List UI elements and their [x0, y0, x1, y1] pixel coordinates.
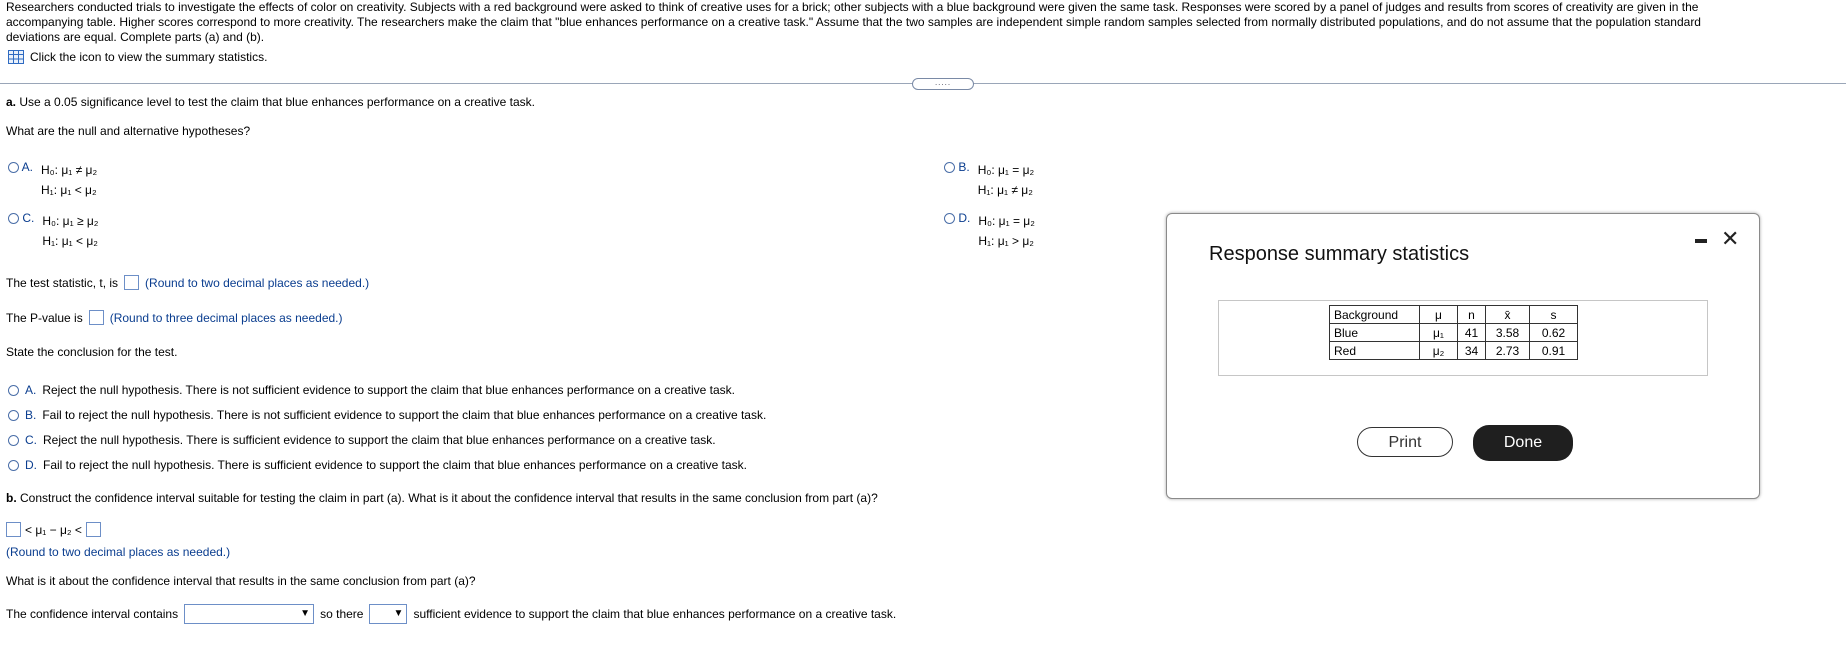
part-b-prompt	[6, 491, 878, 505]
conclusion-option-b[interactable]	[8, 408, 766, 422]
dialog-title: Response summary statistics	[1209, 243, 1470, 265]
conclusion-b-letter: B.	[25, 408, 37, 422]
hyp-option-b-h0: H₀: μ₁ = μ₂	[977, 163, 1035, 177]
table-row	[1330, 324, 1578, 342]
p-value-label: The P-value is	[6, 310, 83, 325]
table-header-row	[1330, 306, 1578, 324]
cell: Blue	[1330, 324, 1420, 342]
conclusion-a-radio[interactable]	[8, 385, 19, 396]
stats-table	[1329, 305, 1578, 360]
part-a-text: Use a 0.05 significance level to test the claim that blue enhances performance on a creative task.	[16, 95, 535, 109]
stats-table-frame	[1218, 300, 1708, 376]
test-statistic-row	[6, 275, 369, 290]
conclusion-a-text: Reject the null hypothesis. There is not sufficient evidence to support the claim that blue enhances performance on a creative task.	[42, 383, 735, 397]
table-icon[interactable]	[8, 50, 24, 64]
part-a-label: a.	[6, 95, 17, 109]
conclusion-a-letter: A.	[25, 383, 37, 397]
hypothesis-option-a[interactable]	[8, 160, 97, 200]
conclusion-c-text: Reject the null hypothesis. There is sufficient evidence to support the claim that blue enhances performance on a creative task.	[43, 433, 716, 447]
hyp-option-a-h1: H₁: μ₁ < μ₂	[41, 183, 97, 197]
hypothesis-option-d[interactable]	[944, 211, 1035, 251]
hyp-option-d-h0: H₀: μ₁ = μ₂	[978, 214, 1035, 228]
hyp-option-b-radio[interactable]	[944, 160, 970, 200]
conclusion-label: State the conclusion for the test.	[6, 345, 178, 359]
conclusion-option-a[interactable]	[8, 383, 735, 397]
cell: μ₁	[1420, 324, 1458, 342]
hyp-option-d-radio[interactable]	[944, 211, 970, 251]
hyp-option-a-radio[interactable]	[8, 160, 33, 200]
header-mu: μ	[1420, 306, 1458, 324]
cell: 41	[1458, 324, 1486, 342]
ci-upper-input[interactable]	[86, 522, 101, 537]
hypothesis-option-c[interactable]	[8, 211, 98, 251]
summary-stats-link[interactable]	[8, 50, 267, 64]
problem-line-3: deviations are equal. Complete parts (a) and (b).	[6, 30, 265, 44]
conclusion-c-letter: C.	[25, 433, 37, 447]
test-statistic-label: The test statistic, t, is	[6, 275, 119, 290]
cell: μ₂	[1420, 342, 1458, 360]
summary-stats-dialog	[1166, 213, 1760, 499]
conclusion-b-radio[interactable]	[8, 410, 19, 421]
summary-stats-link-text[interactable]: Click the icon to view the summary statistics.	[30, 50, 268, 64]
evidence-dropdown[interactable]	[369, 604, 407, 624]
ci-middle-text: < μ₁ − μ₂ <	[25, 522, 82, 537]
done-button[interactable]: Done	[1473, 425, 1573, 461]
ci-hint: (Round to two decimal places as needed.)	[6, 545, 231, 559]
print-button[interactable]: Print	[1357, 427, 1453, 457]
ci-sentence-end: sufficient evidence to support the claim that blue enhances performance on a creative task.	[413, 607, 897, 621]
test-statistic-input[interactable]	[124, 275, 139, 290]
conclusion-d-text: Fail to reject the null hypothesis. There is sufficient evidence to support the claim that blue enhances performance on a creative task.	[43, 458, 747, 472]
expand-handle[interactable]: .....	[912, 78, 974, 90]
ci-contains-dropdown[interactable]	[184, 604, 314, 624]
hyp-option-b-letter: B.	[958, 160, 970, 174]
cell: Red	[1330, 342, 1420, 360]
hypothesis-option-b[interactable]	[944, 160, 1034, 200]
hypotheses-question: What are the null and alternative hypotheses?	[6, 124, 251, 138]
dropdown-arrow-icon[interactable]: ▼	[393, 608, 404, 619]
p-value-row	[6, 310, 343, 325]
hyp-option-c-h0: H₀: μ₁ ≥ μ₂	[42, 214, 99, 228]
hyp-option-a-h0: H₀: μ₁ ≠ μ₂	[41, 163, 98, 177]
minimize-icon[interactable]	[1695, 239, 1707, 243]
problem-line-2: accompanying table. Higher scores correspond to more creativity. The researchers make the claim that "blue enhances performance on a creative task." Assume that the two samples are independent simple random samples selected from normally distributed populations, and do not assume that the population standard	[6, 15, 1701, 29]
header-s: s	[1530, 306, 1578, 324]
hyp-option-d-h1: H₁: μ₁ > μ₂	[978, 234, 1034, 248]
hyp-option-c-letter: C.	[22, 211, 35, 225]
hyp-option-c-h1: H₁: μ₁ < μ₂	[42, 234, 98, 248]
header-xbar: x̄	[1486, 306, 1530, 324]
problem-statement	[6, 0, 1846, 45]
conclusion-d-letter: D.	[25, 458, 37, 472]
cell: 2.73	[1486, 342, 1530, 360]
hyp-option-b-h1: H₁: μ₁ ≠ μ₂	[977, 183, 1033, 197]
hyp-option-d-letter: D.	[958, 211, 971, 225]
part-b-text: Construct the confidence interval suitable for testing the claim in part (a). What is it about the confidence interval that results in the same conclusion from part (a)?	[16, 491, 878, 505]
cell: 0.62	[1530, 324, 1578, 342]
p-value-input[interactable]	[89, 310, 104, 325]
confidence-interval-row	[6, 522, 101, 537]
cell: 0.91	[1530, 342, 1578, 360]
close-icon[interactable]: ✕	[1721, 226, 1740, 251]
header-background: Background	[1330, 306, 1420, 324]
conclusion-b-text: Fail to reject the null hypothesis. There is not sufficient evidence to support the claim that blue enhances performance on a creative task.	[42, 408, 767, 422]
header-n: n	[1458, 306, 1486, 324]
cell: 34	[1458, 342, 1486, 360]
table-row	[1330, 342, 1578, 360]
hyp-option-a-letter: A.	[21, 160, 34, 174]
hyp-option-c-radio[interactable]	[8, 211, 34, 251]
conclusion-d-radio[interactable]	[8, 460, 19, 471]
ci-sentence-start: The confidence interval contains	[6, 607, 179, 621]
cell: 3.58	[1486, 324, 1530, 342]
test-statistic-hint: (Round to two decimal places as needed.)	[145, 275, 370, 290]
dropdown-arrow-icon[interactable]: ▼	[300, 608, 311, 619]
part-a-prompt	[6, 95, 535, 109]
ci-lower-input[interactable]	[6, 522, 21, 537]
problem-line-1: Researchers conducted trials to investigate the effects of color on creativity. Subjects with a red background were asked to think of creative uses for a brick; other subjects with a blue background were given the same task. Responses were scored by a panel of judges and results from scores of creativity are given in the	[6, 0, 1699, 14]
conclusion-option-c[interactable]	[8, 433, 716, 447]
ci-sentence	[6, 604, 896, 624]
ci-sentence-mid: so there	[320, 607, 364, 621]
part-b-label: b.	[6, 491, 17, 505]
part-b-question: What is it about the confidence interval that results in the same conclusion from part (a)?	[6, 574, 476, 588]
conclusion-option-d[interactable]	[8, 458, 747, 472]
conclusion-c-radio[interactable]	[8, 435, 19, 446]
p-value-hint: (Round to three decimal places as needed.)	[109, 310, 343, 325]
